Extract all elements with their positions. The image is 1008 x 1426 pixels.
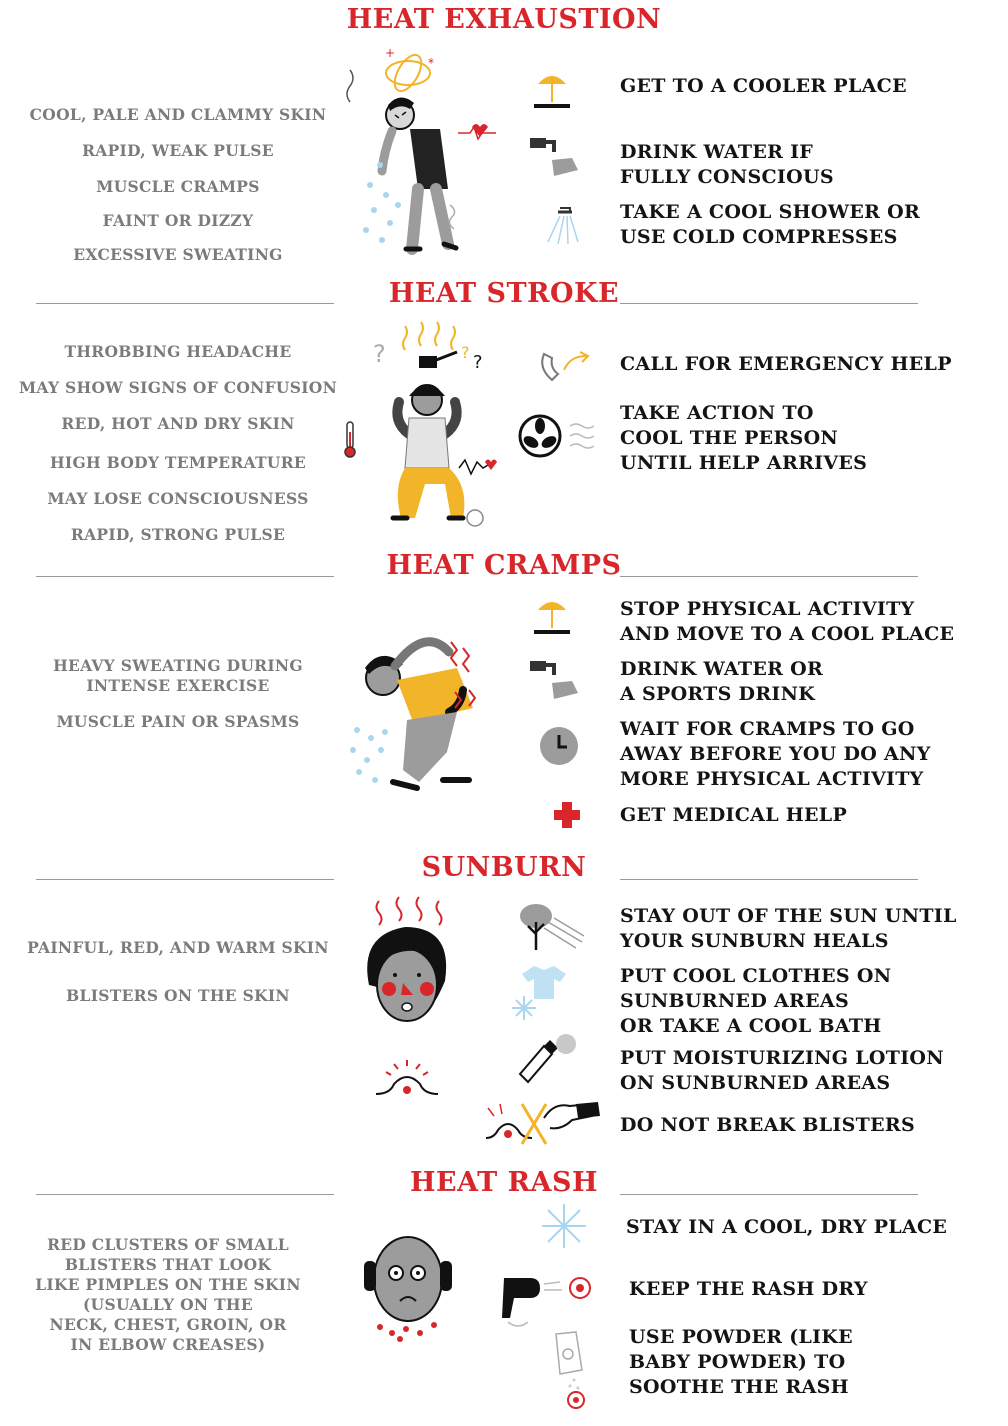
action-line: KEEP THE RASH DRY xyxy=(629,1278,868,1300)
cool-shirt-icon xyxy=(508,960,574,1026)
action-line: GET TO A COOLER PLACE xyxy=(620,75,907,97)
action-line: COOL THE PERSON xyxy=(620,427,839,449)
lotion-icon xyxy=(514,1030,580,1086)
action-item xyxy=(620,352,952,377)
symptom-item: THROBBING HEADACHE xyxy=(64,342,292,361)
heat-rash-illustration xyxy=(358,1225,458,1345)
umbrella-shade-icon xyxy=(528,592,578,642)
water-tap-icon xyxy=(526,655,582,701)
symptom-line: RED CLUSTERS OF SMALL xyxy=(47,1235,289,1254)
thermometer-icon xyxy=(340,420,360,460)
symptom-item: RAPID, WEAK PULSE xyxy=(82,141,274,160)
action-item xyxy=(620,657,823,707)
symptom-item xyxy=(18,712,338,732)
heat-exhaustion-illustration xyxy=(340,45,500,275)
symptom-item: EXCESSIVE SWEATING xyxy=(73,245,283,264)
action-item xyxy=(620,803,847,828)
section-title-sunburn: SUNBURN xyxy=(421,852,587,883)
symptom-line: MUSCLE PAIN OR SPASMS xyxy=(56,712,300,731)
action-line: DO NOT BREAK BLISTERS xyxy=(620,1114,915,1136)
action-item xyxy=(629,1277,868,1302)
action-line: WAIT FOR CRAMPS TO GO xyxy=(620,718,915,740)
heat-cramps-illustration xyxy=(345,620,505,805)
action-line: DRINK WATER IF xyxy=(620,141,814,163)
action-line: FULLY CONSCIOUS xyxy=(620,166,834,188)
action-line: SUNBURNED AREAS xyxy=(620,990,849,1012)
action-item xyxy=(620,200,920,250)
action-line: YOUR SUNBURN HEALS xyxy=(620,930,889,952)
symptom-line: HEAVY SWEATING DURING xyxy=(53,656,303,675)
snowflake-icon xyxy=(538,1200,590,1252)
action-line: USE POWDER (LIKE xyxy=(629,1326,853,1348)
action-line: PUT MOISTURIZING LOTION xyxy=(620,1047,944,1069)
action-line: UNTIL HELP ARRIVES xyxy=(620,452,868,474)
symptom-item: HIGH BODY TEMPERATURE xyxy=(49,453,307,472)
action-item xyxy=(620,1046,944,1096)
no-pinch-icon xyxy=(480,1096,604,1148)
clock-icon xyxy=(538,725,580,767)
svg-text:+: + xyxy=(385,46,396,60)
action-line: STAY IN A COOL, DRY PLACE xyxy=(626,1216,948,1238)
umbrella-shade-icon xyxy=(528,66,578,116)
action-line: BABY POWDER) TO xyxy=(629,1351,846,1373)
action-line: CALL FOR EMERGENCY HELP xyxy=(620,353,952,375)
action-item xyxy=(620,904,957,954)
action-line: TAKE ACTION TO xyxy=(620,402,814,424)
action-line: STOP PHYSICAL ACTIVITY xyxy=(620,598,915,620)
action-line: SOOTHE THE RASH xyxy=(629,1376,849,1398)
action-item xyxy=(620,597,954,647)
symptom-item: MAY SHOW SIGNS OF CONFUSION xyxy=(18,378,338,397)
svg-text:?: ? xyxy=(473,352,483,373)
action-item xyxy=(626,1215,947,1240)
powder-icon xyxy=(546,1328,596,1410)
symptom-line: LIKE PIMPLES ON THE SKIN xyxy=(35,1275,301,1294)
action-line: PUT COOL CLOTHES ON xyxy=(620,965,892,987)
symptom-item: RAPID, STRONG PULSE xyxy=(70,525,286,544)
action-item xyxy=(629,1325,853,1400)
section-title-heat-stroke: HEAT STROKE xyxy=(388,278,620,309)
svg-text:*: * xyxy=(428,56,434,70)
action-line: MORE PHYSICAL ACTIVITY xyxy=(620,768,924,790)
symptom-line: BLISTERS THAT LOOK xyxy=(64,1255,272,1274)
symptom-item: RED, HOT AND DRY SKIN xyxy=(61,414,295,433)
action-line: AND MOVE TO A COOL PLACE xyxy=(620,623,955,645)
action-line: USE COLD COMPRESSES xyxy=(620,226,898,248)
hair-dryer-icon xyxy=(498,1268,594,1334)
action-line: A SPORTS DRINK xyxy=(620,683,816,705)
action-line: GET MEDICAL HELP xyxy=(620,804,848,826)
symptom-item: PAINFUL, RED, AND WARM SKIN xyxy=(27,938,329,957)
action-item xyxy=(620,140,834,190)
action-item xyxy=(620,74,907,99)
symptom-item: MAY LOSE CONSCIOUSNESS xyxy=(47,489,309,508)
symptom-line: IN ELBOW CREASES) xyxy=(70,1335,266,1354)
svg-text:?: ? xyxy=(461,343,470,362)
action-line: AWAY BEFORE YOU DO ANY xyxy=(620,743,931,765)
svg-text:?: ? xyxy=(373,340,386,368)
symptom-line: (USUALLY ON THE xyxy=(83,1295,253,1314)
symptom-item: MUSCLE CRAMPS xyxy=(96,177,260,196)
medical-cross-icon xyxy=(552,800,582,830)
symptom-item: FAINT OR DIZZY xyxy=(102,211,254,230)
action-item xyxy=(620,401,867,476)
sunburn-illustration xyxy=(355,895,465,1030)
fan-icon xyxy=(516,412,608,462)
action-item xyxy=(620,717,931,792)
symptom-item: BLISTERS ON THE SKIN xyxy=(66,986,290,1005)
action-item xyxy=(620,1113,915,1138)
section-title-heat-rash: HEAT RASH xyxy=(410,1167,598,1198)
blister-icon xyxy=(372,1058,442,1100)
action-item xyxy=(620,964,891,1039)
water-tap-icon xyxy=(526,132,582,178)
section-title-heat-exhaustion: HEAT EXHAUSTION xyxy=(346,4,662,35)
phone-icon xyxy=(536,348,592,388)
action-line: ON SUNBURNED AREAS xyxy=(620,1072,891,1094)
symptom-line: INTENSE EXERCISE xyxy=(86,676,270,695)
symptom-item xyxy=(18,656,338,696)
action-line: DRINK WATER OR xyxy=(620,658,824,680)
tree-shade-icon xyxy=(514,898,586,954)
action-line: TAKE A COOL SHOWER OR xyxy=(620,201,921,223)
shower-icon xyxy=(538,200,588,248)
heat-stroke-illustration xyxy=(365,318,515,538)
symptom-item: COOL, PALE AND CLAMMY SKIN xyxy=(29,105,327,124)
action-line: STAY OUT OF THE SUN UNTIL xyxy=(620,905,957,927)
symptom-item xyxy=(8,1235,328,1355)
action-line: OR TAKE A COOL BATH xyxy=(620,1015,882,1037)
section-title-heat-cramps: HEAT CRAMPS xyxy=(386,550,622,581)
symptom-line: NECK, CHEST, GROIN, OR xyxy=(49,1315,287,1334)
